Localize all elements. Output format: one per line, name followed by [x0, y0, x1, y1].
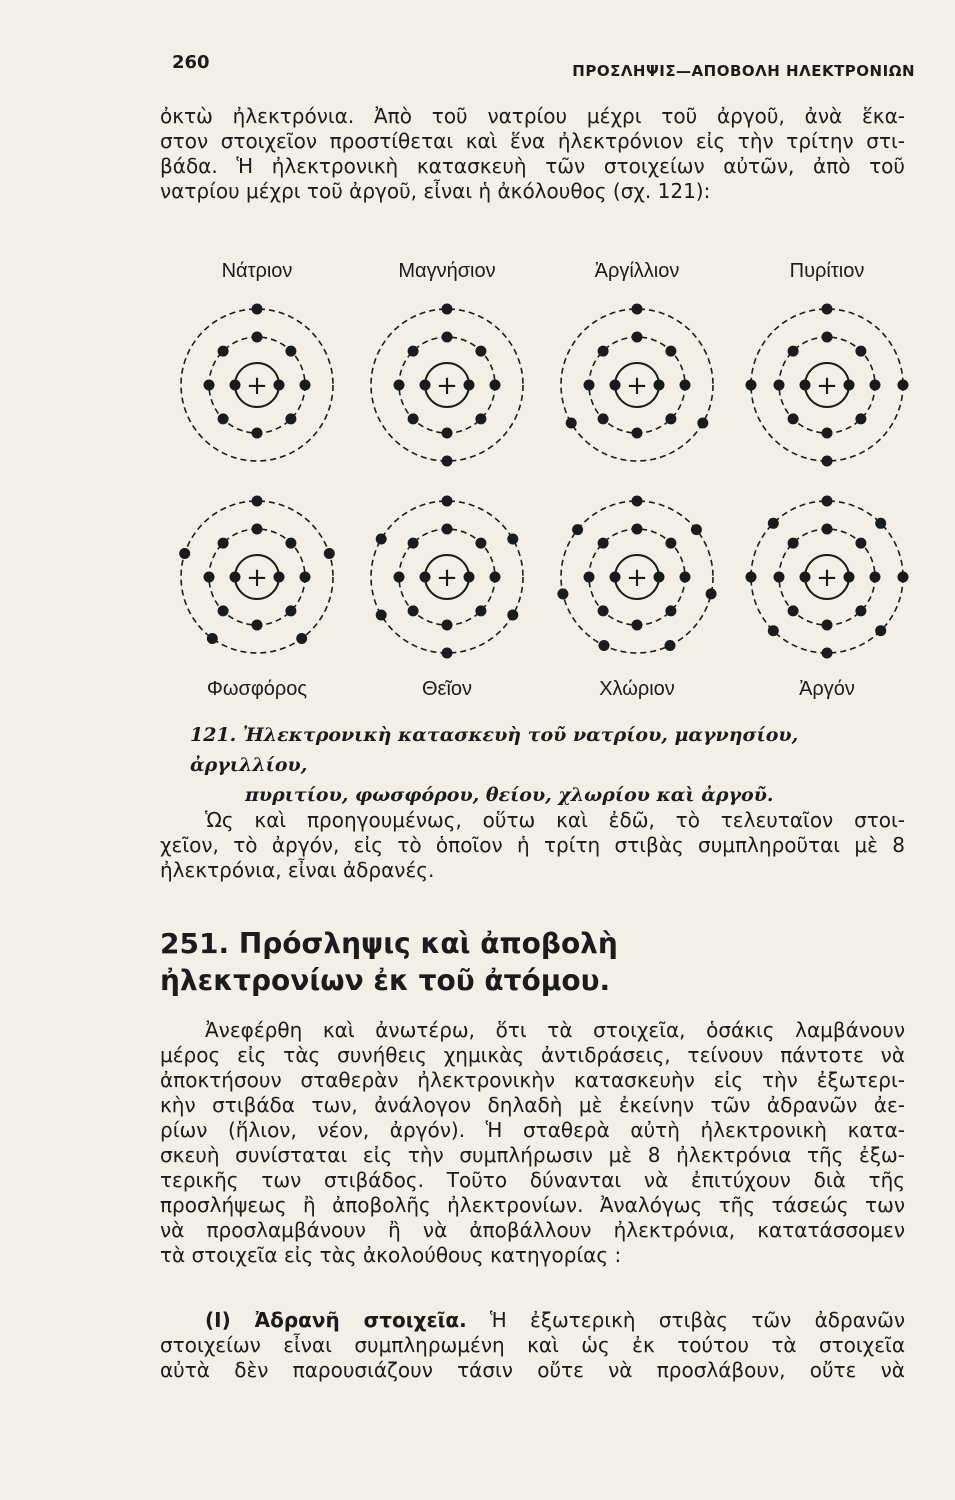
electron	[252, 620, 263, 631]
electron	[507, 534, 518, 545]
text-fragment: Ἡ ἐξωτερικὴ στιβὰς τῶν ἀδρανῶν	[466, 1308, 905, 1332]
electron	[475, 605, 486, 616]
electron	[870, 380, 881, 391]
page-number: 260	[172, 52, 210, 73]
nucleus-symbol: +	[816, 563, 838, 593]
text-line: ἠλεκτρόνια, εἶναι ἀδρανές.	[160, 858, 435, 882]
electron	[442, 456, 453, 467]
electron	[665, 413, 676, 424]
electron	[680, 572, 691, 583]
atom-diagram	[561, 304, 713, 462]
electron	[800, 572, 811, 583]
electron	[557, 588, 568, 599]
atom-diagram	[371, 496, 523, 659]
electron	[898, 572, 909, 583]
electron	[394, 380, 405, 391]
electron	[632, 304, 643, 315]
electron	[464, 572, 475, 583]
heading-line: 251. Πρόσληψις καὶ ἀποβολὴ	[160, 927, 618, 960]
electron	[788, 538, 799, 549]
text-line: σκευὴ συνίσταται εἰς τὴν συμπλήρωσιν μὲ 8 ἠλεκτρόνια τῆς ἐξω-	[160, 1143, 905, 1167]
electron	[442, 496, 453, 507]
electron	[800, 380, 811, 391]
text-line: ὀκτὼ ἠλεκτρόνια. Ἀπὸ τοῦ νατρίου μέχρι τοῦ ἀργοῦ, ἀνὰ ἕκα-	[160, 104, 905, 128]
electron	[822, 496, 833, 507]
caption-line: 121. Ἠλεκτρονικὴ κατασκευὴ τοῦ νατρίου, μαγνησίου, ἀργιλλίου,	[190, 724, 799, 776]
electron	[252, 496, 263, 507]
electron	[632, 428, 643, 439]
electron	[475, 538, 486, 549]
text-line: κὴν στιβάδα των, ἀνάλογον δηλαδὴ μὲ ἐκείνην τῶν ἀδρανῶν ἀε-	[160, 1093, 905, 1117]
text-line: Ἀνεφέρθη καὶ ἀνωτέρω, ὅτι τὰ στοιχεῖα, ὁσάκις λαμβάνουν	[205, 1018, 905, 1042]
electron	[665, 346, 676, 357]
electron	[746, 380, 757, 391]
electron	[822, 428, 833, 439]
electron	[632, 332, 643, 343]
electron	[822, 332, 833, 343]
electron	[408, 605, 419, 616]
atom-diagram	[746, 304, 909, 467]
text-line: προσλήψεως ἢ ἀποβολῆς ἠλεκτρονίων. Ἀναλόγως τῆς τάσεώς των	[160, 1193, 905, 1217]
electron	[598, 538, 609, 549]
nucleus-symbol: +	[626, 563, 648, 593]
electron	[285, 413, 296, 424]
electron	[442, 428, 453, 439]
nucleus-symbol: +	[436, 371, 458, 401]
electron	[788, 346, 799, 357]
electron	[376, 610, 387, 621]
electron	[420, 380, 431, 391]
electron	[218, 538, 229, 549]
electron	[768, 625, 779, 636]
electron	[179, 548, 190, 559]
atom-diagram	[557, 496, 716, 654]
text-line: ἀποκτήσουν σταθερὰν ἠλεκτρονικὴν κατασκευὴν εἰς τὴν ἐξωτερι-	[160, 1068, 905, 1092]
electron	[274, 572, 285, 583]
electron	[610, 380, 621, 391]
electron	[324, 548, 335, 559]
electron	[442, 648, 453, 659]
text-line: αὐτὰ δὲν παρουσιάζουν τάσιν οὔτε νὰ προσλάβουν, οὔτε νὰ	[160, 1358, 905, 1382]
electron	[788, 605, 799, 616]
electron	[691, 524, 702, 535]
electron	[252, 428, 263, 439]
electron	[204, 380, 215, 391]
electron	[274, 380, 285, 391]
electron	[420, 572, 431, 583]
electron	[599, 640, 610, 651]
electron	[844, 572, 855, 583]
electron	[584, 572, 595, 583]
paragraph-inert-elements	[160, 1308, 905, 1383]
electron	[598, 413, 609, 424]
text-line: βάδα. Ἡ ἠλεκτρονικὴ κατασκευὴ τῶν στοιχείων αὐτῶν, ἀπὸ τοῦ	[160, 154, 905, 178]
electron	[300, 572, 311, 583]
text-line: τὰ στοιχεῖα εἰς τὰς ἀκολούθους κατηγορίας :	[160, 1243, 622, 1267]
category-heading: (Ι) Ἀδρανῆ στοιχεῖα.	[205, 1308, 467, 1332]
electron	[490, 380, 501, 391]
running-title: ΠΡΟΣΛΗΨΙΣ—ΑΠΟΒΟΛΗ ΗΛΕΚΤΡΟΝΙΩΝ	[572, 62, 915, 80]
electron	[252, 304, 263, 315]
electron	[408, 538, 419, 549]
electron	[207, 633, 218, 644]
text-line: χεῖον, τὸ ἀργόν, εἰς τὸ ὁποῖον ἡ τρίτη στιβὰς συμπληροῦται μὲ 8	[160, 833, 905, 857]
text-line: Ὡς καὶ προηγουμένως, οὕτω καὶ ἐδῶ, τὸ τελευταῖον στοι-	[205, 808, 905, 832]
electron	[855, 346, 866, 357]
section-heading	[160, 925, 618, 999]
text-line: στον στοιχεῖον προστίθεται καὶ ἕνα ἠλεκτρόνιον εἰς τὴν τρίτην στι-	[160, 129, 905, 153]
electron	[855, 538, 866, 549]
electron	[218, 346, 229, 357]
electron	[252, 524, 263, 535]
atom-label-sulfur: Θεῖον	[421, 678, 473, 700]
atom-diagram	[371, 304, 523, 467]
paragraph-argon-inert	[160, 808, 905, 883]
electron	[285, 346, 296, 357]
electron	[285, 538, 296, 549]
intro-paragraph	[160, 104, 905, 204]
electron	[665, 538, 676, 549]
electron	[218, 413, 229, 424]
electron	[654, 380, 665, 391]
electron	[408, 413, 419, 424]
electron	[475, 346, 486, 357]
electron	[408, 346, 419, 357]
electron	[300, 380, 311, 391]
text-line: μέρος εἰς τὰς συνήθεις χημικὰς ἀντιδράσεις, τείνουν πάντοτε νὰ	[160, 1043, 905, 1067]
electron	[788, 413, 799, 424]
atom-label-magnesium: Μαγνήσιον	[398, 260, 496, 282]
electron	[464, 380, 475, 391]
electron	[230, 380, 241, 391]
electron	[870, 572, 881, 583]
electron	[822, 524, 833, 535]
electron	[844, 380, 855, 391]
electron	[706, 588, 717, 599]
atom-diagram	[179, 496, 335, 654]
electron	[697, 418, 708, 429]
electron	[632, 620, 643, 631]
text-line: στοιχείων εἶναι συμπληρωμένη καὶ ὡς ἐκ τούτου τὰ στοιχεῖα	[160, 1333, 905, 1357]
electron	[665, 640, 676, 651]
text-line: νὰ προσλαμβάνουν ἢ νὰ ἀποβάλλουν ἠλεκτρόνια, κατατάσσομεν	[160, 1218, 905, 1242]
electron	[442, 332, 453, 343]
electron	[285, 605, 296, 616]
electron	[855, 413, 866, 424]
atom-label-chlorine: Χλώριον	[599, 678, 675, 700]
figure-caption	[190, 720, 900, 810]
electron	[204, 572, 215, 583]
electron	[875, 625, 886, 636]
electron	[507, 610, 518, 621]
atom-label-phosphorus: Φωσφόρος	[206, 678, 308, 700]
electron	[572, 524, 583, 535]
electron	[822, 620, 833, 631]
electron	[598, 605, 609, 616]
paragraph-stable-configuration	[160, 1018, 905, 1268]
electron	[822, 648, 833, 659]
electron	[875, 518, 886, 529]
electron	[746, 572, 757, 583]
electron	[665, 605, 676, 616]
electron	[230, 572, 241, 583]
electron	[376, 534, 387, 545]
atom-diagram	[746, 496, 909, 659]
electron	[296, 633, 307, 644]
text-line: νατρίου μέχρι τοῦ ἀργοῦ, εἶναι ἡ ἀκόλουθος (σχ. 121):	[160, 179, 711, 203]
electron	[490, 572, 501, 583]
atom-label-aluminium: Ἀργίλλιον	[594, 260, 680, 282]
electron	[898, 380, 909, 391]
electron	[252, 332, 263, 343]
text-line: ρίων (ἥλιον, νέον, ἀργόν). Ἡ σταθερὰ αὐτὴ ἠλεκτρονικὴ κατα-	[160, 1118, 905, 1142]
electron	[822, 304, 833, 315]
atom-label-argon: Ἀργόν	[799, 678, 855, 700]
electron	[654, 572, 665, 583]
electron	[768, 518, 779, 529]
electron	[774, 380, 785, 391]
text-line	[160, 1308, 905, 1333]
nucleus-symbol: +	[436, 563, 458, 593]
electron	[610, 572, 621, 583]
atom-label-sodium: Νάτριον	[221, 260, 293, 282]
electron	[442, 620, 453, 631]
electron	[475, 413, 486, 424]
nucleus-symbol: +	[626, 371, 648, 401]
electron	[442, 304, 453, 315]
electron	[566, 418, 577, 429]
atom-label-silicon: Πυρίτιον	[789, 260, 865, 282]
electron	[632, 524, 643, 535]
electron	[680, 380, 691, 391]
electron	[394, 572, 405, 583]
nucleus-symbol: +	[246, 371, 268, 401]
nucleus-symbol: +	[816, 371, 838, 401]
atom-diagram	[181, 304, 333, 462]
electron	[774, 572, 785, 583]
electron	[632, 496, 643, 507]
electron	[218, 605, 229, 616]
nucleus-symbol: +	[246, 563, 268, 593]
heading-line: ἠλεκτρονίων ἐκ τοῦ ἀτόμου.	[160, 964, 611, 997]
text-line: τερικῆς των στιβάδος. Τοῦτο δύνανται νὰ ἐπιτύχουν διὰ τῆς	[160, 1168, 905, 1192]
electron	[822, 456, 833, 467]
caption-line: πυριτίου, φωσφόρου, θείου, χλωρίου καὶ ἀργοῦ.	[245, 784, 774, 806]
electron	[598, 346, 609, 357]
electron	[855, 605, 866, 616]
electron-shell-figure	[175, 255, 915, 705]
electron	[584, 380, 595, 391]
electron	[442, 524, 453, 535]
page-header	[172, 52, 915, 82]
